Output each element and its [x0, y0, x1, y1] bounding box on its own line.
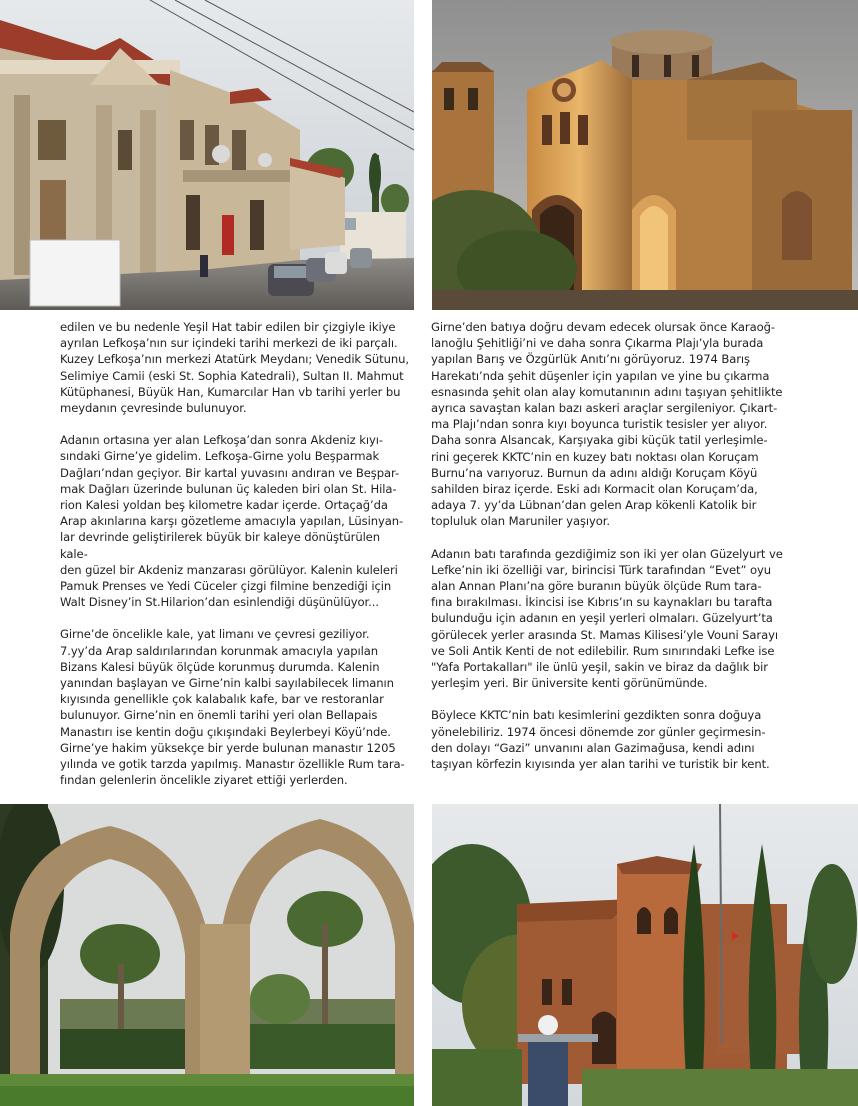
paragraph-gazimagusa: Böylece KKTC’nin batı kesimlerini gezdikten sonra doğuya yönelebiliriz. 1974 öncesi dönemde zor günler geçirmesin- den dolayı “Gazi” unvanını alan Gazimağusa, kendi adını taşıyan körfezin kıyısında yer alan tarihi ve turistik bir kent. [431, 708, 770, 772]
paragraph-karaoglanoglu: Girne’den batıya doğru devam edecek olursak önce Karaoğ- lanoğlu Şehitliği’ni ve daha sonra Çıkarma Plajı’yla burada yapılan Barış ve Özgürlük Anıtı’nı görüyoruz. 1974 Barış Harekatı’nda şehit düşenler için yapılan ve yine bu çıkarma esnasında şehit olan alay komutanının adını taşıyan şehitlikte ayrıca savaştan kalan bazı askeri araçlar sergileniyor. Çıkart- ma Plajı’ndan sonra kıyı boyunca turistik tesisler yer alıyor. Daha sonra Alsancak, Karşıyaka gibi küçük tatil yerleşimle- rini geçerek KKTC’nin en kuzey batı noktası olan Koruçam Burnu’na varıyoruz. Burnun da adını aldığı Koruçam Köyü sahilden biraz içerde. Eski adı Kormacit olan Koruçam’da, adaya 7. yy’da Lübnan’dan gelen Arap kökenli Katolik bir topluluk olan Maruniler yaşıyor. [431, 320, 783, 529]
monastery-photo [432, 804, 858, 1106]
church-photo [432, 0, 858, 310]
left-text-column [60, 319, 410, 804]
paragraph-lefkosa-green-line: edilen ve bu nedenle Yeşil Hat tabir edilen bir çizgiyle ikiye ayrılan Lefkoşa’nın sur içindeki tarihi merkezi de iki parçalı. Kuzey Lefkoşa’nın merkezi Atatürk Meydanı; Venedik Sütunu, Selimiye Camii (eski St. Sophia Katedrali), Sultan II. Mahmut Kütüphanesi, Büyük Han, Kumarcılar Han vb tarihi yerler bu meydanın çevresinde bulunuyor. [60, 320, 409, 416]
paragraph-girne-st-hilarion: Adanın ortasına yer alan Lefkoşa’dan sonra Akdeniz kıyı- sındaki Girne’ye gidelim. Lefkoşa-Girne yolu Beşparmak Dağları’ndan geçiyor. Bir kartal yuvasını andıran ve Beşpar- mak Dağları üzerinde bulunan üç kaleden biri olan St. Hila- rion Kalesi yoldan beş kilometre kadar içerde. Ortaçağ’da Arap akınlarına karşı gözetleme amacıyla yapılan, Lüsinyan- lar devrinde geliştirilerek büyük bir kaleye dönüştürülen kale- den güzel bir Akdeniz manzarası görülüyor. Kalenin kuleleri Pamuk Prenses ve Yedi Cüceler çizgi filmine benzediği için Walt Disney’in St.Hilarion’dan esinlendiği düşünülüyor... [60, 433, 404, 610]
paragraph-guzelyurt-lefke: Adanın batı tarafında gezdiğimiz son iki yer olan Güzelyurt ve Lefke’nin iki özelliği var, birincisi Türk tarafından “Evet” oyu alan Annan Planı’na göre buranın büyük ölçüde Rum tara- fına bırakılması. İkincisi ise Kıbrıs’ın su kaynakları bu tarafta bulunduğu için adanın en yeşil yerleri olmaları. Güzelyurt’ta görülecek yerler arasında St. Mamas Kilisesi’yle Vouni Sarayı ve Soli Antik Kenti de not edilebilir. Rum sınırındaki Lefke ise "Yafa Portakalları" ile ünlü yeşil, sakin ve biraz da dağlık bir yerleşim yeri. Bir üniversite kenti görünümünde. [431, 546, 783, 691]
street-photo [0, 0, 414, 310]
paragraph-girne-bellapais: Girne’de öncelikle kale, yat limanı ve çevresi geziliyor. 7.yy’da Arap saldırılarından korunmak amacıyla yapılan Bizans Kalesi büyük ölçüde korunmuş durumda. Kalenin yanından başlayan ve Girne’nin kalbi sayılabilecek limanın kıyısında genellikle çok kalabalık kafe, bar ve restoranlar bulunuyor. Girne’nin en önemli tarihi yeri olan Bellapais Manastırı ise kentin doğu çıkışındaki Beylerbeyi Köyü’nde. Girne’ye hakim yüksekçe bir yerde bulunan manastır 1205 yılında ve gotik tarzda yapılmış. Manastır özellikle Rum tara- fından gelenlerin öncelikle ziyaret ettiği yerlerden. [60, 627, 405, 788]
right-text-column [431, 319, 793, 788]
arches-photo [0, 804, 414, 1106]
